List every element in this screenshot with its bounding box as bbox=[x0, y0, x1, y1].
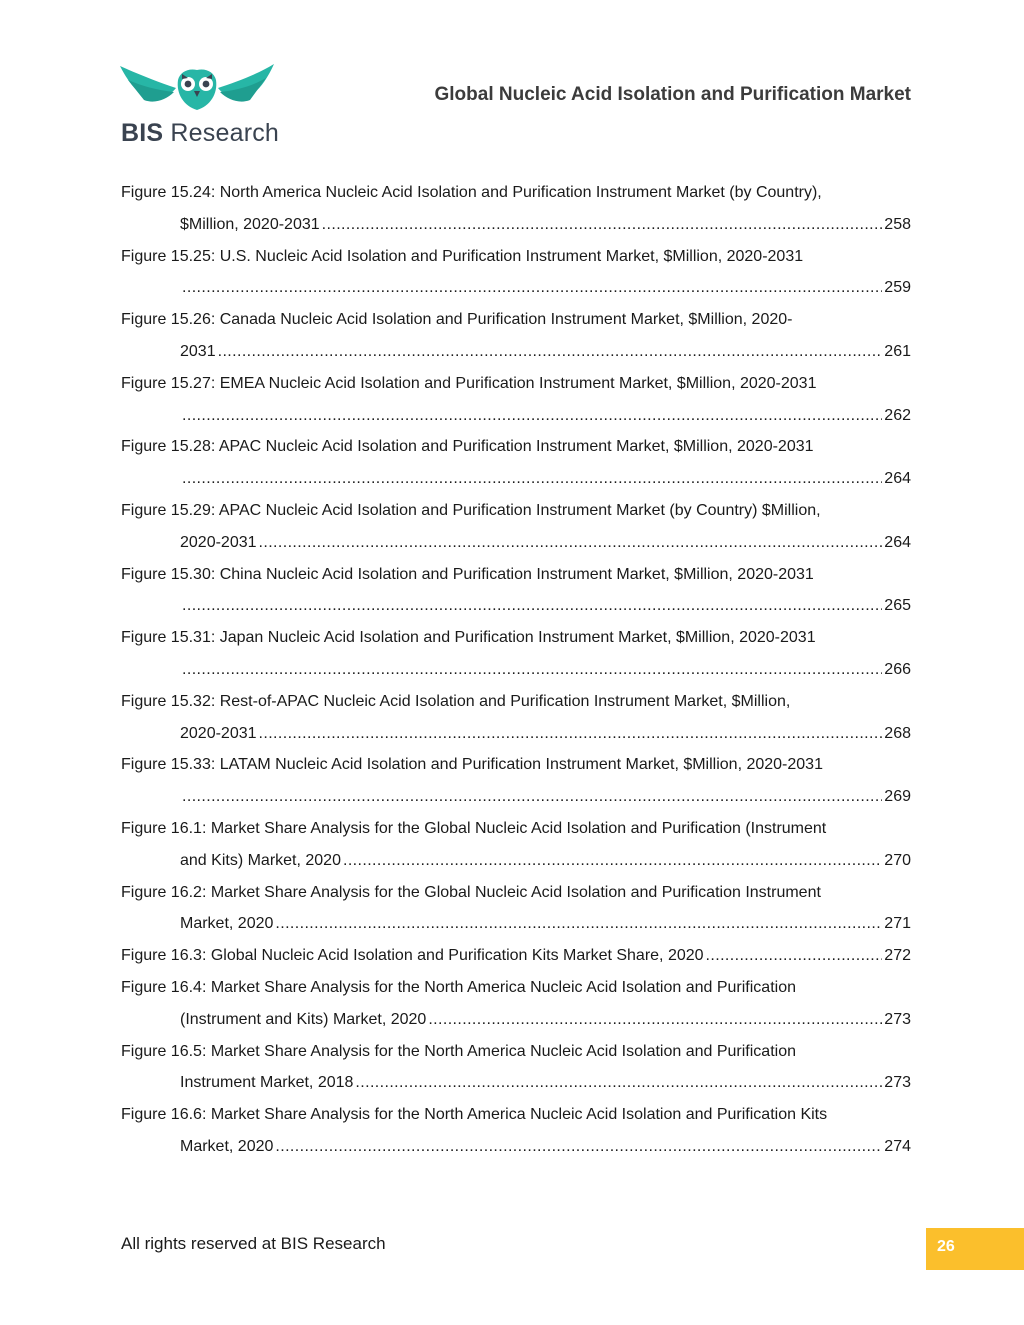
toc-entry[interactable] bbox=[121, 940, 911, 972]
toc-entry[interactable] bbox=[121, 813, 911, 877]
toc-entry[interactable] bbox=[121, 495, 911, 559]
dot-leader bbox=[182, 781, 882, 813]
toc-entry-leader-line bbox=[121, 527, 911, 559]
toc-entry-leader-line bbox=[121, 845, 911, 877]
dot-leader bbox=[182, 590, 882, 622]
toc-page-number: 266 bbox=[884, 660, 911, 678]
toc-entry-leader-line bbox=[121, 209, 911, 241]
toc-entry-leader-line bbox=[121, 781, 911, 813]
toc-entry-title: Figure 15.25: U.S. Nucleic Acid Isolation and Purification Instrument Market, $Million, 2020-2031 bbox=[121, 247, 804, 265]
owl-logo-icon bbox=[118, 60, 278, 120]
toc-entry-title: Figure 15.32: Rest-of-APAC Nucleic Acid Isolation and Purification Instrument Market, $Million, bbox=[121, 692, 791, 710]
toc-entry-continuation: $Million, 2020-2031 bbox=[180, 215, 320, 233]
toc-entry[interactable] bbox=[121, 241, 911, 305]
toc-entry[interactable] bbox=[121, 1036, 911, 1100]
toc-entry-leader-line bbox=[121, 908, 911, 940]
toc-entry-title: Figure 16.6: Market Share Analysis for the North America Nucleic Acid Isolation and Purification Kits bbox=[121, 1106, 828, 1124]
toc-page-number: 261 bbox=[884, 342, 911, 360]
toc-entry-title: Figure 15.28: APAC Nucleic Acid Isolation and Purification Instrument Market, $Million, 2020-2031 bbox=[121, 438, 814, 456]
toc-entry[interactable] bbox=[121, 368, 911, 432]
page-number: 26 bbox=[937, 1238, 955, 1255]
list-of-figures bbox=[121, 177, 911, 1163]
toc-page-number: 272 bbox=[884, 947, 911, 965]
footer-rights: All rights reserved at BIS Research bbox=[121, 1234, 386, 1253]
toc-entry[interactable] bbox=[121, 686, 911, 750]
page-header-title: Global Nucleic Acid Isolation and Purification Market bbox=[434, 84, 911, 105]
toc-entry[interactable] bbox=[121, 177, 911, 241]
brand-name bbox=[121, 118, 279, 148]
toc-entry-title: Figure 15.31: Japan Nucleic Acid Isolation and Purification Instrument Market, $Million, 2020-2031 bbox=[121, 629, 816, 647]
toc-page-number: 264 bbox=[884, 533, 911, 551]
toc-entry-leader-line bbox=[121, 654, 911, 686]
toc-entry-title: Figure 16.5: Market Share Analysis for the North America Nucleic Acid Isolation and Purification bbox=[121, 1042, 796, 1060]
toc-entry-leader-line bbox=[121, 400, 911, 432]
toc-entry-leader-line bbox=[121, 1067, 911, 1099]
toc-page-number: 264 bbox=[884, 470, 911, 488]
toc-entry[interactable] bbox=[121, 431, 911, 495]
page-number-badge bbox=[926, 1228, 1024, 1270]
dot-leader bbox=[706, 940, 883, 972]
toc-page-number: 258 bbox=[884, 215, 911, 233]
toc-entry-continuation: 2031 bbox=[180, 342, 216, 360]
toc-page-number: 265 bbox=[884, 597, 911, 615]
toc-entry-title: Figure 16.1: Market Share Analysis for the Global Nucleic Acid Isolation and Purification (Instrument bbox=[121, 819, 827, 837]
toc-page-number: 271 bbox=[884, 915, 911, 933]
toc-entry-continuation: Market, 2020 bbox=[180, 915, 274, 933]
dot-leader bbox=[428, 1004, 882, 1036]
dot-leader bbox=[182, 463, 882, 495]
dot-leader bbox=[259, 527, 883, 559]
toc-entry-leader-line bbox=[121, 463, 911, 495]
toc-entry-leader-line bbox=[121, 940, 911, 972]
toc-entry-title: Figure 16.4: Market Share Analysis for the North America Nucleic Acid Isolation and Purification bbox=[121, 978, 796, 996]
dot-leader bbox=[182, 400, 882, 432]
toc-entry-leader-line bbox=[121, 1004, 911, 1036]
toc-entry-continuation: (Instrument and Kits) Market, 2020 bbox=[180, 1010, 427, 1028]
dot-leader bbox=[322, 209, 883, 241]
toc-entry-title: Figure 15.29: APAC Nucleic Acid Isolation and Purification Instrument Market (by Country) $Million, bbox=[121, 501, 821, 519]
toc-entry-continuation: 2020-2031 bbox=[180, 533, 257, 551]
toc-entry[interactable] bbox=[121, 622, 911, 686]
toc-page-number: 274 bbox=[884, 1137, 911, 1155]
dot-leader bbox=[275, 908, 882, 940]
toc-entry-continuation: Figure 16.3: Global Nucleic Acid Isolation and Purification Kits Market Share, 2020 bbox=[121, 947, 704, 965]
toc-entry-continuation: and Kits) Market, 2020 bbox=[180, 851, 341, 869]
toc-entry[interactable] bbox=[121, 972, 911, 1036]
toc-entry-continuation: 2020-2031 bbox=[180, 724, 257, 742]
dot-leader bbox=[275, 1131, 882, 1163]
dot-leader bbox=[182, 654, 882, 686]
toc-page-number: 273 bbox=[884, 1010, 911, 1028]
toc-entry-title: Figure 16.2: Market Share Analysis for the Global Nucleic Acid Isolation and Purification Instrument bbox=[121, 883, 821, 901]
toc-page-number: 259 bbox=[884, 279, 911, 297]
toc-entry-leader-line bbox=[121, 590, 911, 622]
toc-entry-title: Figure 15.33: LATAM Nucleic Acid Isolation and Purification Instrument Market, $Million, 2020-2031 bbox=[121, 756, 823, 774]
toc-entry-leader-line bbox=[121, 1131, 911, 1163]
dot-leader bbox=[343, 845, 882, 877]
toc-entry[interactable] bbox=[121, 304, 911, 368]
toc-entry-leader-line bbox=[121, 718, 911, 750]
toc-entry-title: Figure 15.27: EMEA Nucleic Acid Isolation and Purification Instrument Market, $Million, 2020-2031 bbox=[121, 374, 817, 392]
toc-page-number: 268 bbox=[884, 724, 911, 742]
dot-leader bbox=[355, 1067, 882, 1099]
toc-entry-continuation: Instrument Market, 2018 bbox=[180, 1074, 354, 1092]
toc-page-number: 269 bbox=[884, 788, 911, 806]
brand-bold: BIS bbox=[121, 119, 164, 147]
dot-leader bbox=[182, 272, 882, 304]
brand-rest: Research bbox=[163, 119, 280, 147]
dot-leader bbox=[218, 336, 883, 368]
toc-entry-leader-line bbox=[121, 272, 911, 304]
toc-entry-leader-line bbox=[121, 336, 911, 368]
toc-entry-title: Figure 15.24: North America Nucleic Acid Isolation and Purification Instrument Market (by Country), bbox=[121, 184, 822, 201]
dot-leader bbox=[259, 718, 883, 750]
toc-entry[interactable] bbox=[121, 877, 911, 941]
toc-page-number: 262 bbox=[884, 406, 911, 424]
toc-entry-title: Figure 15.26: Canada Nucleic Acid Isolation and Purification Instrument Market, $Million, 2020- bbox=[121, 311, 793, 329]
toc-entry[interactable] bbox=[121, 559, 911, 623]
toc-entry-title: Figure 15.30: China Nucleic Acid Isolation and Purification Instrument Market, $Million, 2020-2031 bbox=[121, 565, 814, 583]
toc-entry[interactable] bbox=[121, 749, 911, 813]
toc-entry[interactable] bbox=[121, 1099, 911, 1163]
toc-entry-continuation: Market, 2020 bbox=[180, 1137, 274, 1155]
toc-page-number: 270 bbox=[884, 851, 911, 869]
toc-page-number: 273 bbox=[884, 1074, 911, 1092]
